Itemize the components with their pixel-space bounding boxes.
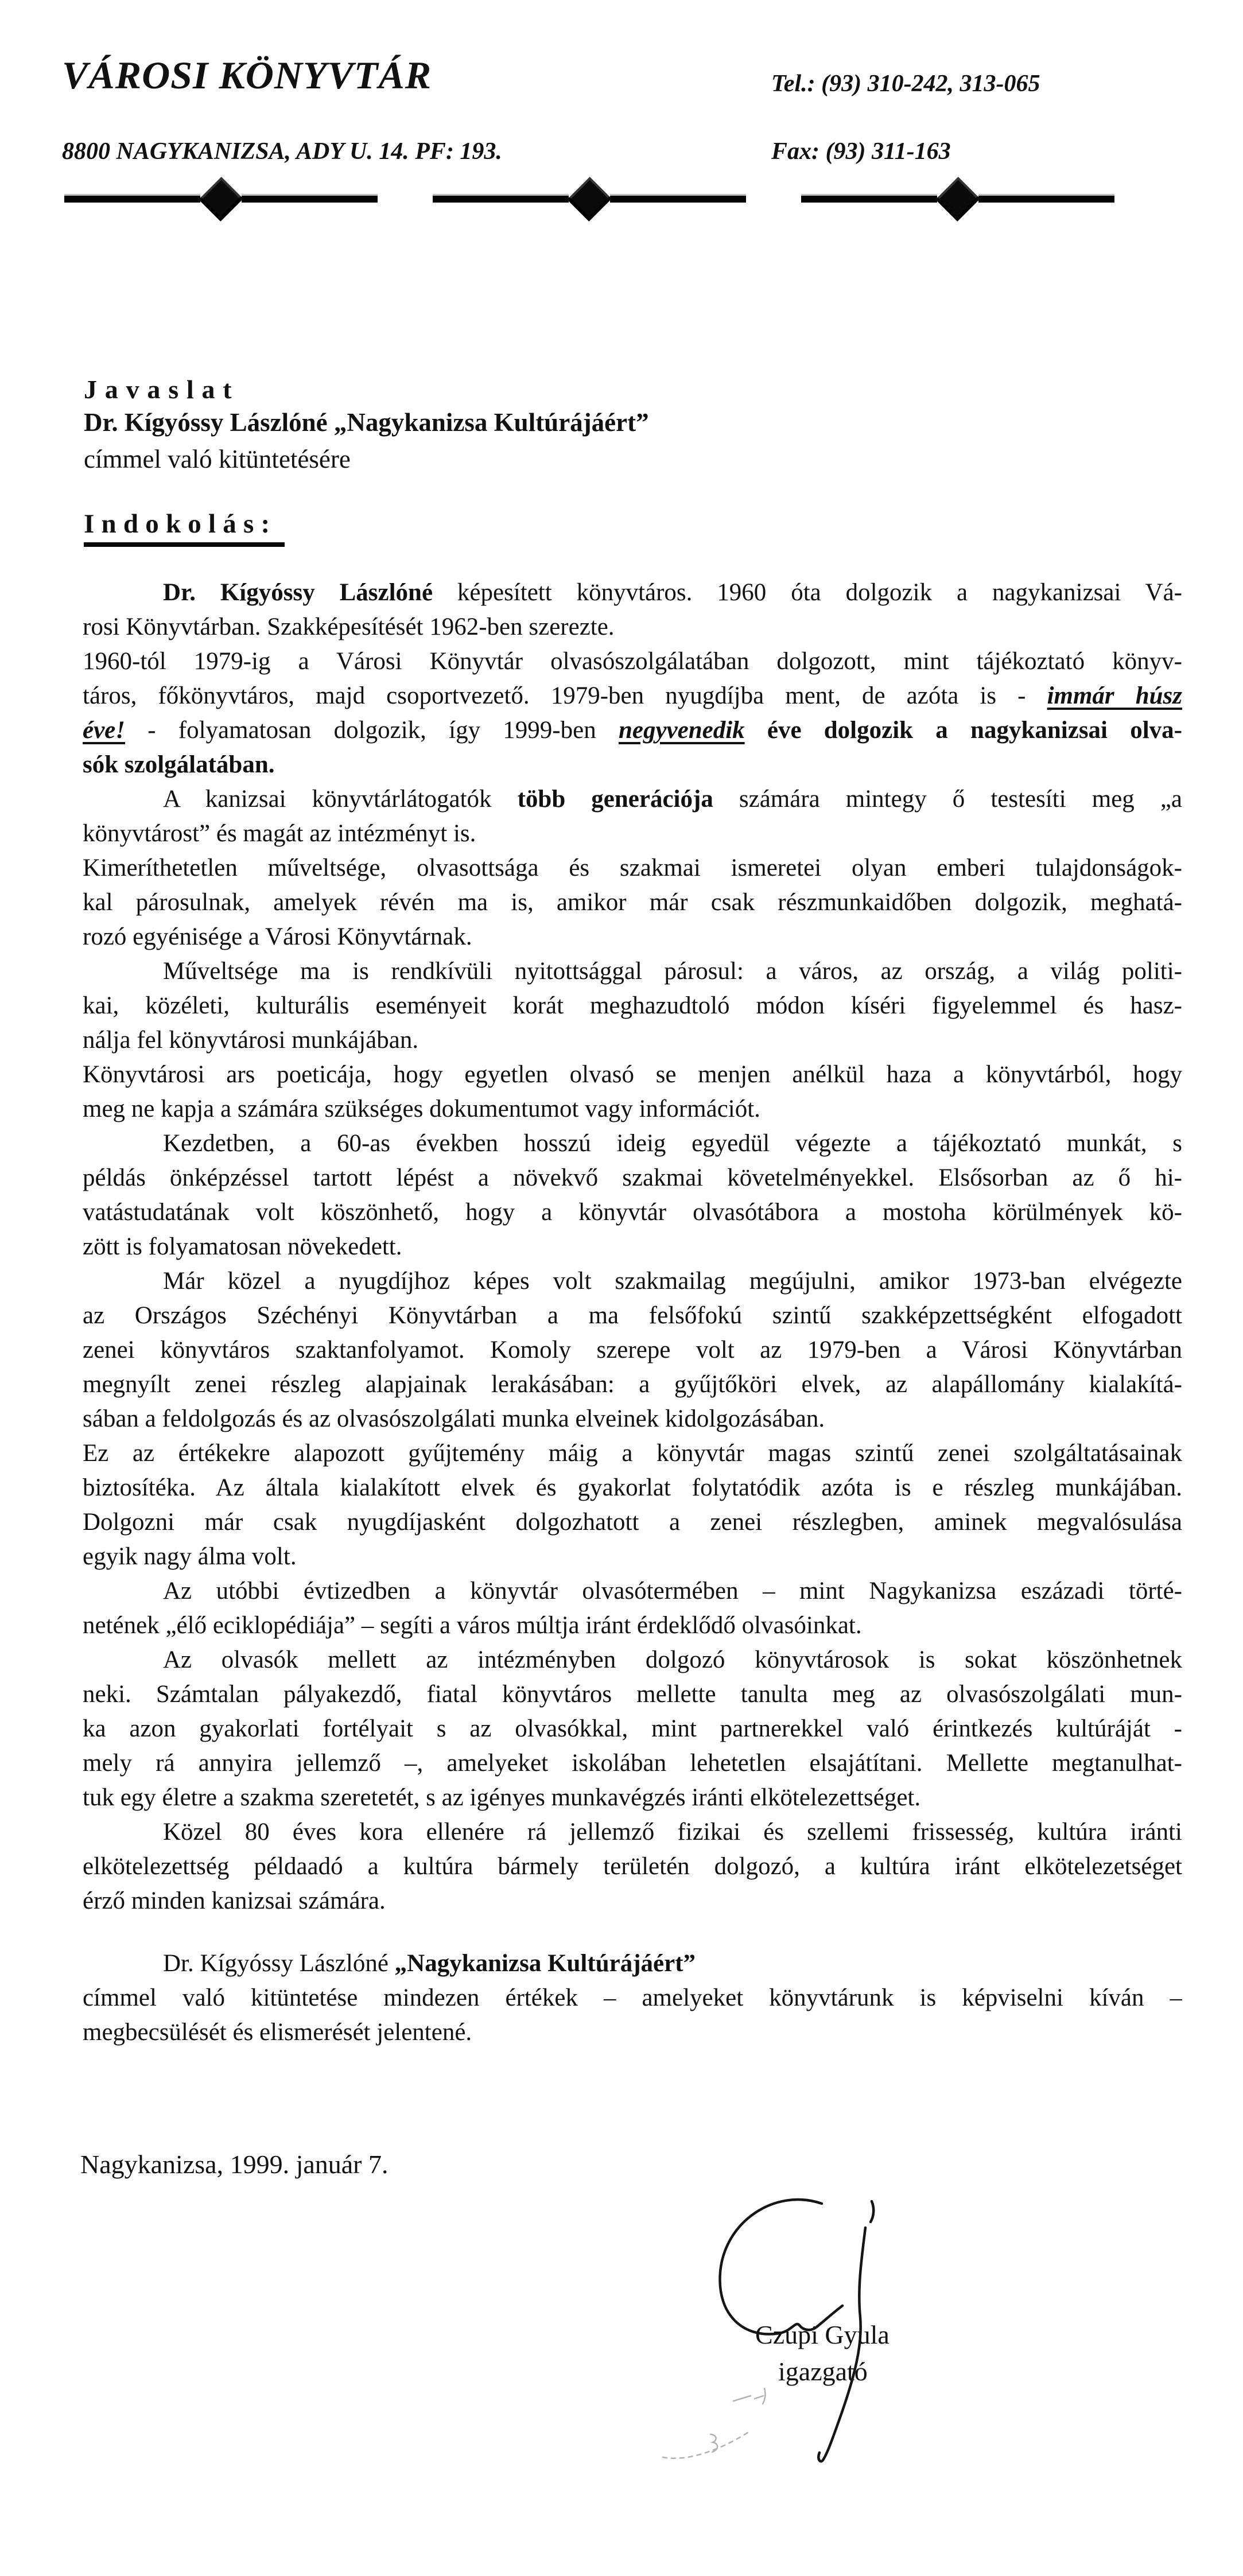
fax-line: Fax: (93) 311-163 — [771, 138, 951, 165]
org-name: VÁROSI KÖNYVTÁR — [62, 53, 432, 97]
body-line — [83, 782, 1182, 817]
body-line — [83, 1126, 1182, 1161]
signatory-title: igazgató — [778, 2357, 868, 2386]
body-line — [83, 1436, 1182, 1471]
body-line — [83, 1402, 1182, 1436]
signatory-name: Czupi Gyula — [755, 2320, 889, 2349]
divider-rule — [610, 196, 746, 203]
text-run: biztosítéka. Az általa kialakított elvek és gyakorlat folytatódik azóta is e részleg munkájában. — [83, 1474, 1182, 1501]
text-run: számára mintegy ő testesíti meg „a — [713, 786, 1182, 813]
text-run: Már közel a nyugdíjhoz képes volt szakmailag megújulni, amikor 1973-ban elvégezte — [163, 1268, 1182, 1295]
body-line — [83, 817, 1182, 851]
body-text — [83, 576, 1182, 1918]
body-line — [83, 1981, 1182, 2015]
divider-segment — [801, 177, 1114, 222]
body-line — [83, 2015, 1182, 2050]
diamond-icon — [935, 177, 980, 222]
proposal-subject-suffix: címmel való kitüntetésére — [84, 445, 351, 473]
text-run: A kanizsai könyvtárlátogatók — [163, 786, 518, 813]
body-line — [83, 920, 1182, 954]
closing-text — [83, 1946, 1182, 2050]
body-line — [83, 1815, 1182, 1850]
body-line — [83, 1781, 1182, 1815]
divider-segment — [64, 177, 378, 222]
text-run: zött is folyamatosan növekedett. — [83, 1233, 402, 1260]
text-run: ka azon gyakorlati fortélyait s az olvasókkal, mint partnerekkel való érintkezés kultúráját - — [83, 1715, 1182, 1742]
divider-rule — [801, 196, 937, 203]
text-run: az Országos Széchényi Könyvtárban a ma felsőfokú szintű szakképzettségként elfogadott — [83, 1302, 1182, 1329]
text-run: nálja fel könyvtárosi munkájában. — [83, 1027, 419, 1054]
date-line: Nagykanizsa, 1999. január 7. — [80, 2150, 389, 2179]
body-line — [83, 851, 1182, 885]
body-line — [83, 1540, 1182, 1574]
body-line — [83, 679, 1182, 713]
text-run: képesített könyvtáros. 1960 óta dolgozik a nagykanizsai Vá- — [433, 579, 1182, 606]
text-run: zenei könyvtáros szaktanfolyamot. Komoly szerepe volt az 1979-ben a Városi Könyvtárban — [83, 1336, 1182, 1363]
text-run: sában a feldolgozás és az olvasószolgálati munka elveinek kidolgozásában. — [83, 1405, 825, 1432]
text-run: egyik nagy álma volt. — [83, 1543, 297, 1570]
body-line — [83, 1230, 1182, 1264]
body-line — [83, 1367, 1182, 1402]
proposal-subject: Dr. Kígyóssy Lászlóné „Nagykanizsa Kultúrájáért” — [84, 408, 649, 437]
text-run: rozó egyénisége a Városi Könyvtárnak. — [83, 923, 472, 950]
body-line — [83, 748, 1182, 782]
justification-heading: Indokolás: — [84, 508, 285, 547]
text-run: Ez az értékekre alapozott gyűjtemény máig a könyvtár magas szintű zenei szolgáltatásainak — [83, 1440, 1182, 1467]
diamond-icon — [567, 177, 612, 222]
text-run: netének „élő eciklopédiája” – segíti a város múltja iránt érdeklődő olvasóinkat. — [83, 1612, 862, 1639]
text-run: megnyílt zenei részleg alapjainak lerakásában: a gyűjtőköri elvek, az alapállomány kialakítá- — [83, 1371, 1182, 1398]
text-run: - folyamatosan dolgozik, így 1999-ben — [125, 717, 619, 744]
body-line — [83, 1946, 1182, 1981]
text-run: Dr. Kígyóssy Lászlóné — [163, 1950, 395, 1977]
body-line — [83, 1608, 1182, 1643]
text-run: Közel 80 éves kora ellenére rá jellemző fizikai és szellemi frissesség, kultúra iránti — [163, 1819, 1182, 1845]
text-run: Dr. Kígyóssy Lászlóné — [163, 579, 433, 606]
text-run: több generációja — [517, 786, 713, 813]
text-run: táros, főkönyvtáros, majd csoportvezető. 1979-ben nyugdíjba ment, de azóta is - — [83, 682, 1047, 709]
text-run: Az olvasók mellett az intézményben dolgozó könyvtárosok is sokat köszönhetnek — [163, 1646, 1182, 1673]
body-line — [83, 1023, 1182, 1058]
text-run: elkötelezettség példaadó a kultúra bármely területén dolgozó, a kultúra iránt elkötelezetséget — [83, 1853, 1182, 1880]
body-line — [83, 1264, 1182, 1299]
body-line — [83, 1850, 1182, 1884]
text-run: éve! — [83, 717, 125, 744]
text-run: neki. Számtalan pályakezdő, fiatal könyvtáros mellette tanulta meg az olvasószolgálati mun- — [83, 1681, 1182, 1708]
divider-rule — [978, 196, 1114, 203]
body-line — [83, 1746, 1182, 1781]
divider-segment — [433, 177, 746, 222]
text-run: kal párosulnak, amelyek révén ma is, amikor már csak részmunkaidőben dolgozik, meghatá- — [83, 889, 1182, 916]
text-run: címmel való kitüntetése mindezen értékek – amelyeket könyvtárunk is képviselni kíván – — [83, 1984, 1182, 2011]
body-line — [83, 1471, 1182, 1505]
body-line — [83, 1333, 1182, 1367]
text-run: „Nagykanizsa Kultúrájáért” — [394, 1950, 696, 1977]
text-run: megbecsülését és elismerését jelentené. — [83, 2019, 472, 2046]
body-line — [83, 1092, 1182, 1126]
body-line — [83, 576, 1182, 610]
phone-line: Tel.: (93) 310-242, 313-065 — [771, 71, 1040, 97]
body-line — [83, 1161, 1182, 1195]
text-run: Kimeríthetetlen műveltsége, olvasottsága és szakmai ismeretei olyan emberi tulajdonságok- — [83, 854, 1182, 881]
text-run: tuk egy életre a szakma szeretetét, s az igényes munkavégzés iránti elkötelezettséget. — [83, 1784, 921, 1811]
text-run: sók szolgálatában. — [83, 751, 275, 778]
text-run: meg ne kapja a számára szükséges dokumentumot vagy információt. — [83, 1095, 760, 1122]
text-run: mely rá annyira jellemző –, amelyeket iskolában lehetetlen elsajátítani. Mellette megtanulhat- — [83, 1750, 1182, 1777]
text-run: 1960-tól 1979-ig a Városi Könyvtár olvasószolgálatában dolgozott, mint tájékoztató könyv- — [83, 648, 1182, 675]
text-run: éve dolgozik a nagykanizsai olva- — [744, 717, 1182, 744]
text-run: rosi Könyvtárban. Szakképesítését 1962-ben szerezte. — [83, 613, 615, 640]
text-run: példás önképzéssel tartott lépést a növekvő szakmai követelményekkel. Elsősorban az ő hi- — [83, 1164, 1182, 1191]
body-line — [83, 989, 1182, 1023]
text-run: Az utóbbi évtizedben a könyvtár olvasótermében – mint Nagykanizsa eszázadi törté- — [163, 1578, 1182, 1604]
text-run: Dolgozni már csak nyugdíjasként dolgozhatott a zenei részlegben, aminek megvalósulása — [83, 1509, 1182, 1536]
divider-rule — [433, 196, 569, 203]
body-line — [83, 954, 1182, 989]
divider-rule — [64, 196, 200, 203]
text-run: Műveltsége ma is rendkívüli nyitottsággal párosul: a város, az ország, a világ politi- — [163, 958, 1182, 985]
body-line — [83, 1884, 1182, 1918]
body-line — [83, 1505, 1182, 1540]
body-line — [83, 1574, 1182, 1608]
body-line — [83, 610, 1182, 644]
letterhead-divider — [64, 177, 1114, 222]
text-run: érző minden kanizsai számára. — [83, 1887, 386, 1914]
address-line: 8800 NAGYKANIZSA, ADY U. 14. PF: 193. — [62, 138, 502, 165]
body-line — [83, 1195, 1182, 1230]
text-run: Könyvtárosi ars poeticája, hogy egyetlen olvasó se menjen anélkül haza a könyvtárból, hogy — [83, 1061, 1182, 1088]
body-line — [83, 1677, 1182, 1712]
text-run: immár húsz — [1047, 682, 1182, 709]
text-run: vatástudatának volt köszönhető, hogy a könyvtár olvasótábora a mostoha körülmények kö- — [83, 1199, 1182, 1226]
text-run: Kezdetben, a 60-as években hosszú ideig egyedül végezte a tájékoztató munkát, s — [163, 1130, 1182, 1157]
body-line — [83, 1643, 1182, 1677]
body-line — [83, 885, 1182, 920]
text-run: könyvtárost” és magát az intézményt is. — [83, 820, 476, 847]
proposal-heading: Javaslat — [84, 375, 240, 404]
body-line — [83, 1712, 1182, 1746]
body-line — [83, 1299, 1182, 1333]
body-line — [83, 1058, 1182, 1092]
diamond-icon — [199, 177, 243, 222]
body-line — [83, 644, 1182, 679]
text-run: negyvenedik — [618, 717, 745, 744]
text-run: kai, közéleti, kulturális eseményeit korát meghazudtoló módon kíséri figyelemmel és hasz- — [83, 992, 1182, 1019]
body-line — [83, 713, 1182, 748]
divider-rule — [242, 196, 378, 203]
